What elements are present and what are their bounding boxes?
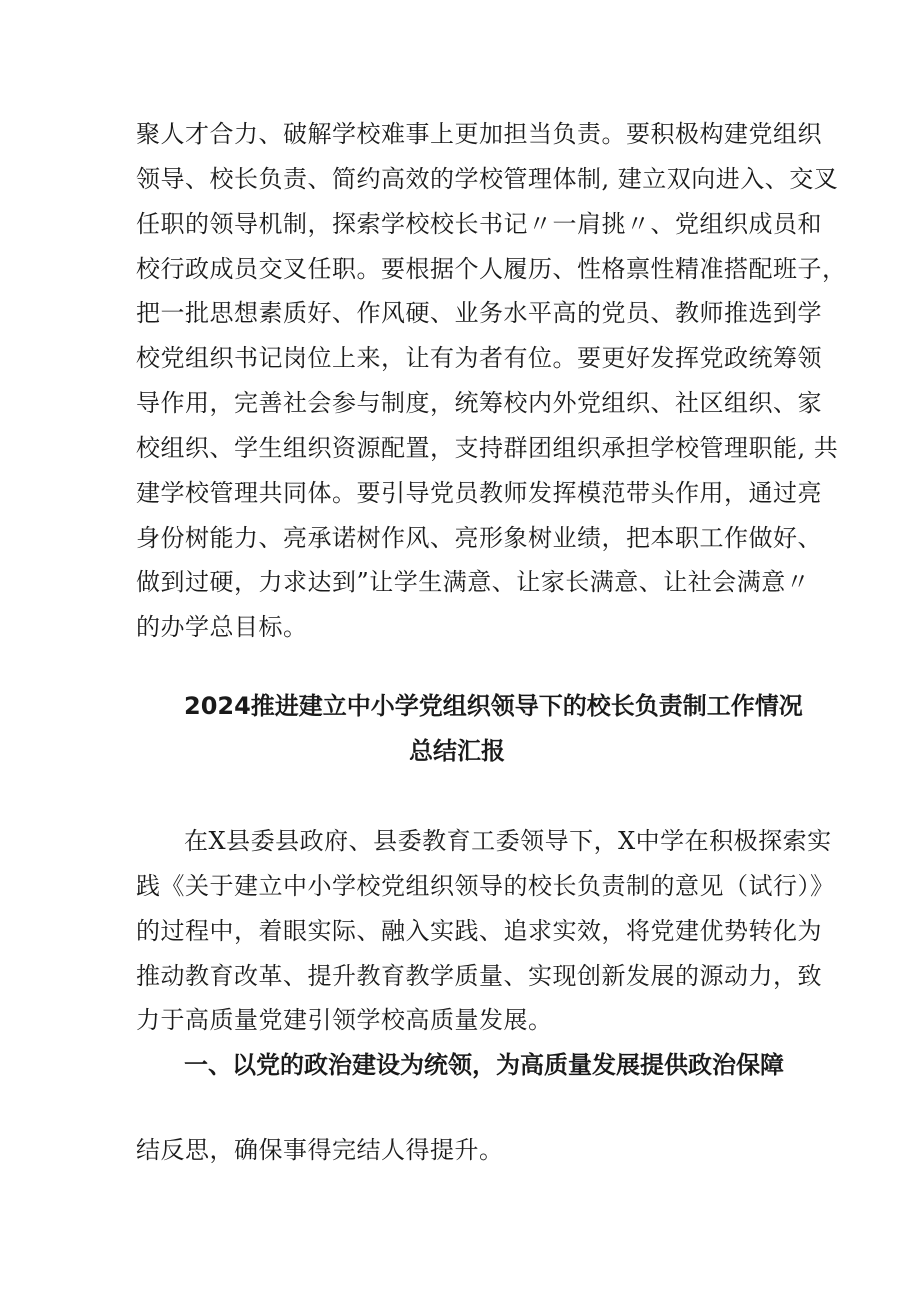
paragraph-line: 推动教育改革、提升教育教学质量、实现创新发展的源动力，致 <box>136 962 822 990</box>
paragraph-line: 把一批思想素质好、作风硬、业务水平高的党员、教师推选到学 <box>136 299 822 327</box>
paragraph-line: 校行政成员交叉任职。要根据个人履历、性格禀性精准搭配班子， <box>136 255 847 283</box>
paragraph-line: 聚人才合力、破解学校难事上更加担当负责。要积极构建党组织 <box>136 120 822 148</box>
paragraph-line: 做到过硬，力求达到”让学生满意、让家长满意、让社会满意〃 <box>136 568 811 596</box>
paragraph-line: 任职的领导机制，探索学校校长书记〃一肩挑〃、党组织成员和 <box>136 210 822 238</box>
section-heading: 一、以党的政治建设为统领，为高质量发展提供政治保障 <box>184 1051 784 1079</box>
paragraph-line: 结反思，确保事得完结人得提升。 <box>136 1136 504 1164</box>
report-title-line1: 2024推进建立中小学党组织领导下的校长负责制工作情况 <box>184 692 803 720</box>
paragraph-line: 建学校管理共同体。要引导党员教师发挥模范带头作用，通过亮 <box>136 479 822 507</box>
paragraph-line: 的过程中，着眼实际、融入实践、追求实效，将党建优势转化为 <box>136 917 822 945</box>
paragraph-line: 践《关于建立中小学校党组织领导的校长负责制的意见（试行）》 <box>136 872 835 900</box>
paragraph-line: 在X县委县政府、县委教育工委领导下，X中学在积极探索实 <box>184 827 832 855</box>
paragraph-line: 导作用，完善社会参与制度，统筹校内外党组织、社区组织、家 <box>136 389 822 417</box>
paragraph-line: 领导、校长负责、简约高效的学校管理体制, 建立双向进入、交叉 <box>136 165 839 193</box>
paragraph-line: 的办学总目标。 <box>136 613 308 641</box>
paragraph-line: 力于高质量党建引领学校高质量发展。 <box>136 1006 553 1034</box>
report-title-line2: 总结汇报 <box>409 737 505 765</box>
paragraph-line: 身份树能力、亮承诺树作风、亮形象树业绩，把本职工作做好、 <box>136 524 822 552</box>
paragraph-line: 校党组织书记岗位上来，让有为者有位。要更好发挥党政统筹领 <box>136 344 822 372</box>
paragraph-line: 校组织、学生组织资源配置，支持群团组织承担学校管理职能, 共 <box>136 434 839 462</box>
